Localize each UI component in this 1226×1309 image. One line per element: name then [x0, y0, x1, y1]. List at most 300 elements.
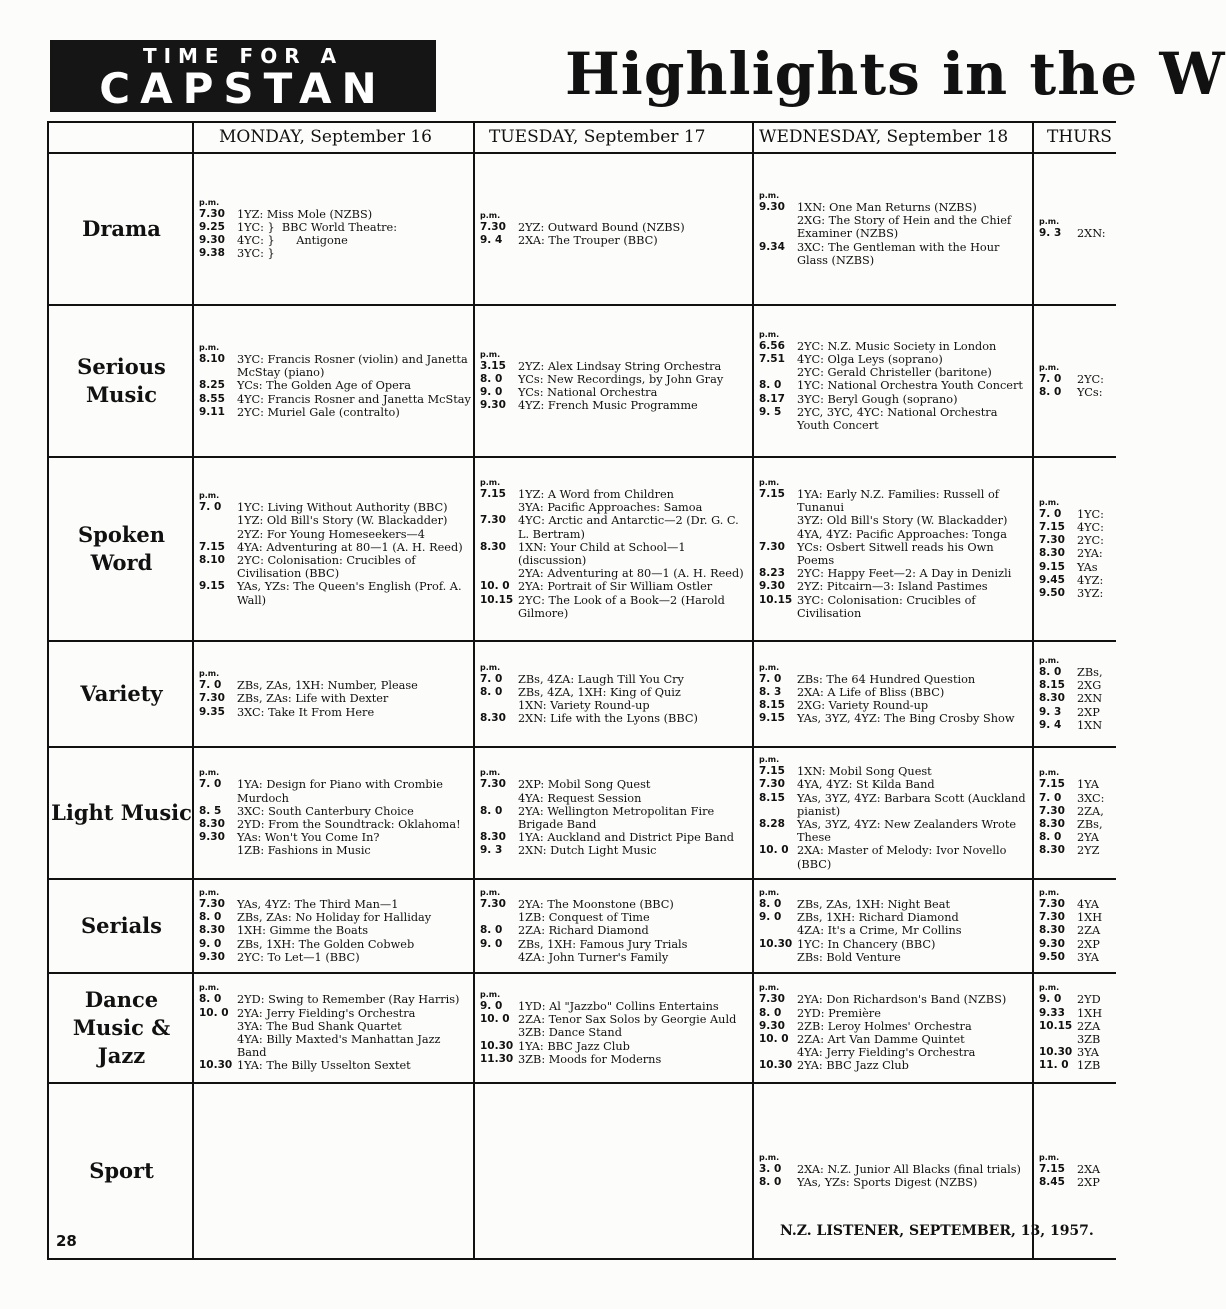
program-title: 1XN: One Man Returns (NZBS) — [797, 200, 977, 214]
program-title: 4ZA: It's a Crime, Mr Collins — [797, 924, 962, 938]
program-title: 3YC: Francis Rosner (violin) and Janetta McStay (piano) — [237, 352, 472, 380]
program-title: ZBs: The 64 Hundred Question — [797, 672, 976, 686]
program-entry — [480, 924, 750, 937]
program-entry — [199, 951, 471, 964]
program-entry — [1039, 587, 1119, 600]
program-entry — [759, 393, 1031, 406]
schedule-cell — [199, 974, 471, 1082]
program-time: 10.30 — [759, 1059, 793, 1072]
program-time: 7.51 — [759, 352, 785, 365]
program-entry — [759, 1059, 1031, 1072]
schedule-grid — [47, 121, 1116, 1260]
program-time — [759, 924, 797, 937]
pm-label: p.m. — [759, 329, 780, 339]
program-entry — [199, 898, 471, 911]
program-entry — [480, 1026, 750, 1039]
day-header-tuesday: TUESDAY, September 17 — [489, 127, 706, 147]
program-time: 7.30 — [480, 897, 506, 910]
program-title: YAs, YZs: The Queen's English (Prof. A. Wall) — [237, 580, 466, 607]
program-time: 8.30 — [1039, 692, 1065, 705]
program-entry — [1039, 521, 1119, 534]
program-title: 4YC: Francis Rosner and Janetta McStay — [237, 392, 471, 406]
pm-label: p.m. — [759, 477, 780, 487]
program-title: 3YA — [1077, 950, 1099, 964]
program-title: YCs: New Recordings, by John Gray — [518, 372, 724, 386]
program-time: 9.30 — [480, 399, 506, 412]
program-time: 7.30 — [1039, 897, 1065, 910]
program-title: 1YA: Auckland and District Pipe Band — [518, 831, 734, 845]
program-title: YCs: Osbert Sitwell reads his Own Poems — [797, 540, 998, 567]
program-title: 2XA: The Trouper (BBC) — [518, 234, 658, 247]
program-entry — [480, 898, 750, 911]
program-time: 8.15 — [759, 699, 785, 711]
program-title: 1XN: Variety Round-up — [518, 699, 650, 712]
program-entry — [480, 1053, 750, 1066]
program-title: 1YA: Early N.Z. Families: Russell of Tunanui — [797, 487, 1003, 515]
program-title: 3YC: Beryl Gough (soprano) — [797, 392, 958, 406]
program-entry — [480, 1040, 750, 1053]
program-entry — [759, 673, 1031, 686]
program-entry — [199, 938, 471, 951]
program-time: 10.30 — [759, 937, 793, 950]
pm-label: p.m. — [480, 768, 501, 778]
pm-label: p.m. — [759, 755, 780, 765]
category-label: Serials — [81, 913, 162, 938]
column-divider — [1032, 123, 1034, 1258]
program-time: 8.30 — [1039, 844, 1065, 857]
program-title: 1XN: Your Child at School—1 (discussion) — [518, 540, 690, 567]
program-time: 10. 0 — [480, 1013, 510, 1026]
program-title: YAs, 3YZ, 4YZ: Barbara Scott (Auckland pianist) — [797, 791, 1030, 818]
program-entry — [759, 514, 1031, 527]
program-title: 1YZ: A Word from Children — [518, 487, 674, 501]
program-entry — [759, 911, 1031, 924]
program-time: 3. 0 — [759, 1162, 782, 1175]
program-entry — [199, 514, 471, 527]
program-time — [759, 951, 797, 964]
program-time: 8. 5 — [199, 804, 222, 817]
program-title: 3ZB: Dance Stand — [518, 1026, 622, 1040]
program-time — [199, 1033, 237, 1059]
program-title: ZBs, 1XH: Famous Jury Trials — [518, 937, 688, 951]
program-time: 7.15 — [1039, 778, 1065, 791]
program-title: 2YA: Jerry Fielding's Orchestra — [237, 1006, 416, 1020]
program-time: 8.55 — [199, 392, 225, 405]
program-entry — [199, 911, 471, 924]
schedule-cell — [1039, 748, 1119, 878]
program-entry — [199, 924, 471, 937]
program-time: 8.10 — [199, 352, 225, 365]
program-time: 9.15 — [1039, 560, 1065, 573]
day-header-wednesday: WEDNESDAY, September 18 — [759, 127, 1009, 147]
program-time: 7.30 — [480, 220, 506, 233]
program-time: 9. 0 — [480, 937, 503, 950]
pm-label: p.m. — [759, 983, 780, 993]
logo-line-2: CAPSTAN — [99, 64, 387, 113]
program-entry — [759, 778, 1031, 791]
program-entry — [759, 488, 1031, 514]
program-time: 10. 0 — [480, 580, 510, 593]
program-time: 8. 0 — [759, 897, 782, 910]
program-entry — [1039, 805, 1119, 818]
program-entry — [199, 805, 471, 818]
program-title: 2YC: To Let—1 (BBC) — [237, 950, 360, 964]
program-entry — [480, 938, 750, 951]
schedule-cell — [759, 154, 1031, 304]
program-entry — [1039, 373, 1119, 386]
program-title: 2YC: Colonisation: Crucibles of Civilisation (BBC) — [237, 554, 420, 581]
program-entry — [759, 765, 1031, 778]
program-time: 9. 0 — [1039, 993, 1062, 1006]
program-title: 2XN: Dutch Light Music — [518, 844, 657, 858]
program-time: 7.30 — [199, 897, 225, 910]
program-entry — [199, 406, 471, 419]
program-time — [199, 514, 237, 527]
program-entry — [199, 554, 471, 580]
program-time: 7.30 — [199, 207, 225, 220]
schedule-cell — [199, 880, 471, 972]
program-time: 9.33 — [1039, 1006, 1065, 1019]
program-time: 9.38 — [199, 247, 225, 260]
program-title: 2YA: Adventuring at 80—1 (A. H. Reed) — [518, 567, 744, 581]
program-title: 3ZB: Moods for Moderns — [518, 1052, 662, 1066]
program-time: 9.30 — [199, 950, 225, 963]
program-time: 7.15 — [199, 540, 225, 553]
program-time: 9. 4 — [1039, 718, 1062, 731]
program-entry — [480, 221, 750, 234]
program-title: YCs: The Golden Age of Opera — [237, 379, 411, 393]
program-title: 2XG — [1077, 679, 1102, 693]
program-entry — [759, 1033, 1031, 1046]
program-title: 2YD: Swing to Remember (Ray Harris) — [237, 993, 460, 1007]
program-entry — [199, 379, 471, 392]
pm-label: p.m. — [1039, 497, 1060, 507]
schedule-cell — [480, 748, 750, 878]
program-time — [480, 792, 518, 805]
program-time: 10. 0 — [199, 1006, 229, 1019]
program-title: 4YA, 4YZ: St Kilda Band — [797, 778, 935, 792]
pm-label: p.m. — [199, 669, 220, 679]
program-time: 7. 0 — [1039, 372, 1062, 385]
program-time: 9.30 — [199, 234, 225, 246]
program-entry — [759, 1020, 1031, 1033]
schedule-cell — [1039, 642, 1119, 746]
program-entry — [1039, 1059, 1119, 1072]
program-time: 8.30 — [199, 924, 225, 937]
program-entry — [759, 712, 1031, 725]
program-title: 1YC: } BBC World Theatre: — [237, 220, 398, 234]
program-entry — [759, 567, 1031, 580]
program-entry — [1039, 227, 1119, 240]
program-title: 2ZA: Richard Diamond — [518, 924, 649, 938]
program-time: 8. 0 — [1039, 831, 1062, 844]
program-entry — [759, 993, 1031, 1006]
schedule-cell — [1039, 306, 1119, 456]
program-title: 2XP — [1077, 705, 1100, 719]
program-entry — [1039, 924, 1119, 937]
program-entry — [1039, 1007, 1119, 1020]
program-title: 4YZ: French Music Programme — [518, 399, 698, 413]
program-time: 9.15 — [199, 580, 225, 593]
program-entry — [480, 911, 750, 924]
program-entry — [759, 924, 1031, 937]
program-time: 9. 3 — [1039, 705, 1062, 718]
schedule-cell — [1039, 154, 1119, 304]
program-entry — [199, 831, 471, 844]
program-title: 2YC, 3YC, 4YC: National Orchestra Youth Concert — [797, 405, 1002, 432]
program-title: 3XC: The Gentleman with the Hour Glass (NZBS) — [797, 240, 1003, 267]
program-title: 3XC: South Canterbury Choice — [237, 804, 414, 818]
program-time: 7.15 — [1039, 1162, 1065, 1175]
program-entry — [480, 360, 750, 373]
program-title: 1YA: Design for Piano with Crombie Murdoch — [237, 778, 447, 805]
pm-label: p.m. — [759, 887, 780, 897]
program-title: YAs, 4YZ: The Third Man—1 — [237, 897, 399, 911]
category-label: Sport — [89, 1158, 154, 1183]
program-time: 8. 0 — [1039, 665, 1062, 678]
program-title: YAs: Won't You Come In? — [237, 831, 380, 845]
pm-label: p.m. — [480, 662, 501, 672]
program-title: 2XP: Mobil Song Quest — [518, 778, 651, 792]
program-entry — [480, 501, 750, 514]
program-title: 2ZA — [1077, 1019, 1101, 1033]
program-entry — [480, 541, 750, 567]
program-time: 6.56 — [759, 339, 785, 352]
schedule-cell — [480, 458, 750, 640]
program-entry — [759, 898, 1031, 911]
program-entry — [1039, 386, 1119, 399]
pm-label: p.m. — [1039, 217, 1060, 227]
program-time: 9.30 — [759, 1019, 785, 1032]
program-entry — [1039, 719, 1119, 732]
program-title: 2ZA — [1077, 924, 1101, 938]
program-entry — [199, 247, 471, 260]
page-number: 28 — [56, 1232, 77, 1250]
program-title: 2YZ: Alex Lindsay String Orchestra — [518, 359, 722, 373]
program-entry — [1039, 679, 1119, 692]
program-entry — [480, 580, 750, 593]
program-title: 1XH — [1077, 911, 1103, 925]
program-entry — [759, 541, 1031, 567]
program-time: 9.34 — [759, 240, 785, 253]
program-time: 7.30 — [1039, 911, 1065, 924]
program-time — [480, 501, 518, 514]
program-title: 1YZ: Miss Mole (NZBS) — [237, 207, 373, 221]
program-time: 8. 0 — [1039, 386, 1062, 398]
program-time: 8. 3 — [759, 685, 782, 698]
program-time: 7. 0 — [199, 778, 222, 791]
program-time: 8.30 — [480, 831, 506, 844]
program-time: 8. 0 — [759, 379, 782, 392]
program-time — [759, 214, 797, 240]
program-title: 2XP — [1077, 937, 1100, 951]
schedule-cell — [759, 458, 1031, 640]
pm-label: p.m. — [199, 342, 220, 352]
program-entry — [759, 1176, 1031, 1189]
program-title: 4YZ: — [1077, 573, 1104, 587]
schedule-cell — [759, 974, 1031, 1082]
program-time — [759, 366, 797, 379]
program-entry — [199, 234, 471, 247]
program-time: 8.30 — [199, 818, 225, 830]
program-entry — [199, 679, 471, 692]
program-title: ZBs, — [1077, 818, 1103, 831]
program-time: 9.11 — [199, 405, 225, 418]
program-title: 3XC: — [1077, 791, 1105, 805]
program-entry — [480, 567, 750, 580]
program-time: 7.30 — [759, 778, 785, 791]
program-title: 3ZB — [1077, 1033, 1101, 1046]
program-entry — [199, 1020, 471, 1033]
category-label: Light Music — [51, 800, 192, 825]
program-time: 8. 0 — [480, 804, 503, 817]
program-time: 9.50 — [1039, 587, 1065, 599]
category-label: Variety — [80, 681, 163, 706]
program-title: 4YA: Request Session — [518, 791, 642, 805]
program-entry — [1039, 666, 1119, 679]
pm-label: p.m. — [199, 983, 220, 993]
program-title: 3YC: } — [237, 247, 275, 261]
program-time: 10.15 — [759, 593, 793, 606]
program-entry — [759, 1163, 1031, 1176]
program-title: 2YZ: Pitcairn—3: Island Pastimes — [797, 580, 988, 594]
program-time: 7.30 — [199, 692, 225, 705]
program-entry — [480, 712, 750, 725]
program-entry — [480, 234, 750, 247]
day-header-thursday: THURS — [1047, 127, 1112, 147]
program-time: 9. 4 — [480, 234, 503, 246]
program-entry — [199, 393, 471, 406]
program-entry — [1039, 574, 1119, 587]
schedule-cell — [199, 306, 471, 456]
program-time: 8.10 — [199, 554, 225, 566]
program-time: 8.30 — [480, 712, 506, 725]
column-divider — [473, 123, 475, 1258]
program-time: 7.30 — [759, 540, 785, 553]
pm-label: p.m. — [1039, 655, 1060, 665]
program-time — [480, 567, 518, 580]
program-time: 8. 0 — [480, 372, 503, 385]
program-entry — [480, 844, 750, 857]
program-time: 7.30 — [759, 993, 785, 1006]
program-time: 10.30 — [1039, 1046, 1073, 1059]
program-title: 3YA: The Bud Shank Quartet — [237, 1019, 402, 1033]
day-header-monday: MONDAY, September 16 — [219, 127, 432, 147]
program-time: 10.30 — [480, 1039, 514, 1052]
program-title: YCs: — [1077, 386, 1103, 399]
program-entry — [480, 778, 750, 791]
program-time: 3.15 — [480, 359, 506, 372]
program-entry — [199, 528, 471, 541]
program-entry — [759, 938, 1031, 951]
program-entry — [480, 373, 750, 386]
program-title: 1YD: Al "Jazzbo" Collins Entertains — [518, 999, 719, 1013]
program-entry — [199, 818, 471, 831]
program-title: 3YZ: Old Bill's Story (W. Blackadder) — [797, 514, 1008, 528]
program-title: YAs — [1077, 560, 1098, 574]
category-label: Drama — [82, 216, 161, 241]
program-time: 9.35 — [199, 705, 225, 718]
pm-label: p.m. — [1039, 1152, 1060, 1162]
pm-label: p.m. — [759, 662, 780, 672]
program-entry — [759, 379, 1031, 392]
program-entry — [1039, 706, 1119, 719]
program-entry — [480, 1013, 750, 1026]
program-time: 10.30 — [199, 1059, 233, 1072]
program-time — [480, 1026, 518, 1039]
program-entry — [1039, 1020, 1119, 1033]
program-title: 4ZA: John Turner's Family — [518, 950, 669, 964]
program-title: 1ZB: Conquest of Time — [518, 911, 650, 925]
schedule-cell — [1039, 974, 1119, 1082]
program-entry — [199, 208, 471, 221]
program-time: 8. 0 — [199, 911, 222, 924]
program-title: YCs: National Orchestra — [518, 386, 658, 399]
program-title: YAs, 3YZ, 4YZ: New Zealanders Wrote These — [797, 818, 1020, 845]
program-title: 2XG: The Story of Hein and the Chief Examiner (NZBS) — [797, 214, 1015, 241]
program-entry — [759, 686, 1031, 699]
schedule-cell — [199, 1084, 471, 1258]
program-time: 8.28 — [759, 818, 785, 830]
program-entry — [759, 792, 1031, 818]
program-title: 4YC: Arctic and Antarctic—2 (Dr. G. C. L. Bertram) — [518, 514, 743, 541]
program-time: 8.30 — [480, 540, 506, 553]
program-entry — [1039, 547, 1119, 560]
program-title: 4YA: Jerry Fielding's Orchestra — [797, 1046, 976, 1060]
schedule-cell — [480, 306, 750, 456]
program-time: 7.15 — [759, 487, 785, 500]
program-time: 8.25 — [199, 379, 225, 392]
program-entry — [759, 844, 1031, 870]
program-entry — [1039, 534, 1119, 547]
program-entry — [1039, 818, 1119, 831]
program-time: 8.30 — [1039, 818, 1065, 830]
program-title: 1YC: In Chancery (BBC) — [797, 937, 936, 951]
program-time: 10.15 — [480, 593, 514, 606]
program-time: 7.30 — [480, 514, 506, 527]
program-time: 7. 0 — [1039, 507, 1062, 520]
program-entry — [759, 366, 1031, 379]
program-title: 2YZ: Outward Bound (NZBS) — [518, 220, 685, 234]
program-entry — [199, 692, 471, 705]
program-time: 8.17 — [759, 392, 785, 405]
schedule-cell — [480, 974, 750, 1082]
pm-label: p.m. — [199, 768, 220, 778]
program-title: 2XN: — [1077, 227, 1106, 241]
program-title: 2XA — [1077, 1162, 1100, 1176]
program-entry — [1039, 792, 1119, 805]
schedule-cell — [199, 748, 471, 878]
program-title: 3YC: Colonisation: Crucibles of Civilisation — [797, 593, 980, 620]
program-entry — [1039, 898, 1119, 911]
program-entry — [480, 488, 750, 501]
program-entry — [1039, 831, 1119, 844]
program-title: ZBs, 1XH: Richard Diamond — [797, 911, 959, 925]
program-time: 9.25 — [199, 220, 225, 233]
program-time: 8.30 — [1039, 547, 1065, 560]
schedule-cell — [199, 642, 471, 746]
program-time: 7.15 — [759, 765, 785, 778]
program-time: 9. 0 — [199, 937, 222, 950]
program-title: ZBs, ZAs, 1XH: Number, Please — [237, 679, 418, 693]
schedule-cell — [759, 642, 1031, 746]
program-title: 2XA: Master of Melody: Ivor Novello (BBC) — [797, 844, 1010, 871]
program-title: 1YA: The Billy Usselton Sextet — [237, 1059, 411, 1073]
pm-label: p.m. — [759, 190, 780, 200]
program-title: 3YA: Pacific Approaches: Samoa — [518, 501, 703, 515]
program-entry — [199, 706, 471, 719]
schedule-cell — [759, 306, 1031, 456]
